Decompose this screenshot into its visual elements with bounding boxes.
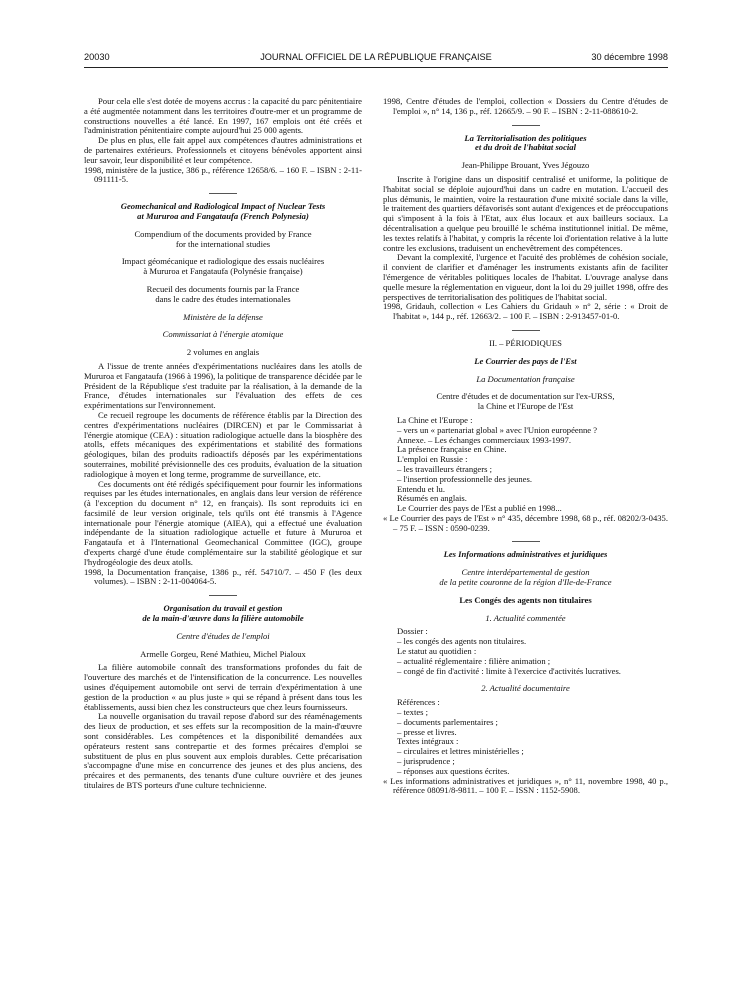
contents-line: Résumés en anglais.: [397, 493, 467, 504]
publication-reference: 1998, Gridauh, collection « Les Cahiers du Gridauh » n° 2, série : « Droit de l'habitat », 144 p., réf. 12663/2. – 100 F. – ISBN : 2-913457-01-0.: [383, 301, 668, 322]
journal-title: JOURNAL OFFICIEL DE LA RÉPUBLIQUE FRANÇAISE: [260, 52, 492, 62]
page-header: [84, 52, 668, 68]
periodical-title: Les Informations administratives et juridiques: [443, 549, 608, 560]
body-paragraph: Inscrite à l'origine dans un dispositif centralisé et uniforme, la politique de l'habitat social se déploie aujourd'hui dans un cadre en mutation. L'accueil des plus démunis, le maintien, voire la restauration d'une mixité sociale dans la ville, le traitement des quartiers défavorisés sont autant d'exigences et de préoccupations qui s'imposent à la fois à l'Etat, aux élus locaux et aux bailleurs sociaux. La décentralisation a quelque peu brouillé le schéma institutionnel initial. De même, les textes relatifs à l'habitat, y compris la récente loi d'orientation relative à la lutte contre les exclusions, traduisent un enchevêtrement des compétences.: [383, 173, 668, 253]
separator: [512, 330, 540, 331]
contents-line: – les travailleurs étrangers ;: [397, 463, 492, 474]
separator: [512, 125, 540, 126]
impact-line: à Mururoa et Fangataufa (Polynésie française): [143, 266, 303, 277]
body-paragraph: Devant la complexité, l'urgence et l'acuité des problèmes de cohésion sociale, il convient de clarifier et d'aménager les instruments existants afin de faciliter l'émergence de véritables politiques locales de l'habitat. L'ouvrage analyse dans quelle mesure la réglementation en vigueur, dont la loi du 29 juillet 1998, offre des perspectives de territorialisation des politiques de l'habitat social.: [383, 252, 668, 302]
separator: [512, 541, 540, 542]
contents-line: – circulaires et lettres ministérielles ;: [397, 746, 524, 757]
article-title: at Mururoa and Fangataufa (French Polynesia): [137, 210, 309, 221]
section-title: 2. Actualité documentaire: [481, 683, 570, 694]
publisher-name: Centre d'études de l'emploi: [176, 630, 270, 641]
contents-line: Le Courrier des pays de l'Est a publié en 1998...: [397, 503, 562, 514]
contents-line: – réponses aux questions écrites.: [397, 765, 510, 776]
contents-line: Entendu et lu.: [397, 483, 445, 494]
compendium-line: Compendium of the documents provided by France: [134, 228, 312, 239]
publication-reference: 1998, ministère de la justice, 386 p., référence 12658/6. – 160 F. – ISBN : 2-11-091111-5.: [84, 164, 362, 185]
separator: [209, 193, 237, 194]
authors: Jean-Philippe Brouant, Yves Jégouzo: [461, 160, 590, 171]
agency-name: Commissariat à l'énergie atomique: [162, 329, 284, 340]
ministry-name: Ministère de la défense: [183, 311, 263, 322]
authors: Armelle Gorgeu, René Mathieu, Michel Pialoux: [140, 648, 306, 659]
contents-line: La présence française en Chine.: [397, 444, 507, 455]
intro-paragraph: De plus en plus, elle fait appel aux compétences d'autres administrations et de partenaires extérieurs. Professionnels et citoyens bénévoles apportent ainsi leur savoir, leur disponibilité et leur compétence.: [84, 135, 362, 165]
publication-reference: 1998, Centre d'études de l'emploi, collection « Dossiers du Centre d'études de l'emploi », n° 14, 136 p., réf. 12665/9. – 90 F. – ISBN : 2-11-088610-2.: [383, 96, 668, 116]
recueil-line: Recueil des documents fournis par la France: [146, 283, 300, 294]
contents-line: Dossier :: [397, 626, 428, 637]
contents-line: Références :: [397, 697, 440, 708]
contents-line: Textes intégraux :: [397, 736, 459, 747]
centre-line: Centre interdépartemental de gestion: [461, 567, 590, 578]
impact-line: Impact géomécanique et radiologique des essais nucléaires: [121, 256, 325, 267]
right-column: [383, 97, 668, 796]
contents-line: – textes ;: [397, 707, 429, 718]
volume-count: 2 volumes en anglais: [186, 347, 260, 358]
contents-line: – actualité réglementaire : filière animation ;: [397, 655, 551, 666]
body-paragraph: Ces documents ont été rédigés spécifiquement pour fournir les informations requises par les études internationales, en anglais dans leur version de référence (à l'exception du document n° 12, en français). Ils sont reproduits ici en facsimilé de leur version originale, tels qu'ils ont été transmis à l'Agence internationale pour l'énergie atomique (AIEA), qui a effectué une évaluation indépendante de la situation radiologique actuelle et future à Mururoa et Fangataufa et à l'International Geomechanical Committee (IGC), groupe d'experts chargé d'une étude complémentaire sur la stabilité géologique et sur l'hydrogéologie des deux atolls.: [84, 478, 362, 567]
body-paragraph: Ce recueil regroupe les documents de référence établis par la Direction des centres d'expérimentations nucléaires (DIRCEN) et par le Commissariat à l'énergie atomique (CEA) : situation radiologique actuelle dans la biosphère des atolls, effets mécaniques des expérimentations et stabilité des formations géologiques, bilan des produits radioactifs déposés par les expérimentations souterraines, mobilité prévisionnelle des ces produits, évaluation de la situation radiologique à moyen et long terme, programme de surveillance, etc.: [84, 409, 362, 479]
contents-line: L'emploi en Russie :: [397, 454, 468, 465]
section-heading: II. – PÉRIODIQUES: [489, 337, 562, 348]
article-title: et du droit de l'habitat social: [475, 142, 576, 153]
publisher-name: La Documentation française: [476, 373, 575, 384]
contents-line: – vers un « partenariat global » avec l'Union européenne ?: [397, 424, 598, 435]
page-number: 20030: [84, 52, 110, 62]
publication-reference: « Les informations administratives et juridiques », n° 11, novembre 1998, 40 p., référence 08091/8-9811. – 100 F. – ISSN : 1152-5908.: [383, 775, 668, 796]
issue-subtitle: Les Congés des agents non titulaires: [459, 594, 592, 605]
publication-reference: « Le Courrier des pays de l'Est » n° 435, décembre 1998, 68 p., réf. 08202/3-0435. – 75 F. – ISSN : 0590-0239.: [383, 512, 668, 533]
contents-line: Annexe. – Les échanges commerciaux 1993-1997.: [397, 434, 571, 445]
left-column: [84, 97, 362, 791]
centre-line: la Chine et l'Europe de l'Est: [477, 401, 574, 412]
contents-line: – documents parlementaires ;: [397, 716, 498, 727]
centre-line: Centre d'études et de documentation sur l'ex-URSS,: [436, 391, 615, 402]
intro-paragraph: Pour cela elle s'est dotée de moyens accrus : la capacité du parc pénitentiaire a été augmentée notamment dans les territoires d'outre-mer et un programme de constructions nouvelles a été lancé. En 1997, 167 emplois ont été créés et l'administration pénitentiaire compte aujourd'hui 25 000 agents.: [84, 96, 362, 136]
article-title: La Territorialisation des politiques: [464, 132, 587, 143]
contents-line: – les congés des agents non titulaires.: [397, 636, 527, 647]
compendium-line: for the international studies: [175, 238, 271, 249]
article-title: Organisation du travail et gestion: [163, 603, 283, 614]
contents-line: – presse et livres.: [397, 726, 457, 737]
article-title: Geomechanical and Radiological Impact of Nuclear Tests: [120, 201, 326, 212]
centre-line: de la petite couronne de la région d'Ile-de-France: [439, 577, 612, 588]
periodical-title: Le Courrier des pays de l'Est: [474, 355, 577, 366]
body-paragraph: A l'issue de trente années d'expérimentations nucléaires dans les atolls de Mururoa et Fangataufa (1966 à 1996), la politique de transparence décidée par le Président de la République s'est traduite par la réalisation, à la demande de la France, d'études internationales sur l'évaluation des effets de ces expérimentations sur l'environnement.: [84, 360, 362, 411]
contents-line: – l'insertion professionnelle des jeunes.: [397, 473, 532, 484]
contents-line: – congé de fin d'activité : limite à l'exercice d'activités lucratives.: [397, 665, 621, 676]
recueil-line: dans le cadre des études internationales: [155, 293, 291, 304]
body-paragraph: La filière automobile connaît des transformations profondes du fait de l'ouverture des marchés et de l'intensification de la concurrence. Les nouvelles usines d'équipement automobile ont servi de terrain d'expérimentation à une gestion de la production « au plus juste » qui se répand à présent dans tous les établissements, aussi bien chez les constructeurs que chez leurs fournisseurs.: [84, 662, 362, 712]
body-paragraph: La nouvelle organisation du travail repose d'abord sur des réaménagements des lieux de production, et ses effets sur la recomposition de la main-d'œuvre sont considérables. Les compétences et la disponibilité demandées aux opérateurs restent sans contrepartie et des formes précaires d'emploi se substituent de plus en plus souvent aux emplois durables. Cette précarisation s'accompagne d'une mise en concurrence des jeunes et des plus anciens, des précaires et des permanents, des tenants d'une culture ouvrière et des jeunes titulaires de BTS porteurs d'une culture technicienne.: [84, 711, 362, 791]
issue-date: 30 décembre 1998: [591, 52, 668, 62]
header-rule: [84, 67, 668, 68]
contents-line: La Chine et l'Europe :: [397, 414, 473, 425]
contents-line: Le statut au quotidien :: [397, 646, 477, 657]
contents-line: – jurisprudence ;: [397, 756, 455, 767]
article-title: de la main-d'œuvre dans la filière automobile: [142, 613, 304, 624]
separator: [209, 595, 237, 596]
publication-reference: 1998, la Documentation française, 1386 p., réf. 54710/7. – 450 F (les deux volumes). – ISBN : 2-11-004064-5.: [84, 566, 362, 587]
section-title: 1. Actualité commentée: [485, 612, 566, 623]
